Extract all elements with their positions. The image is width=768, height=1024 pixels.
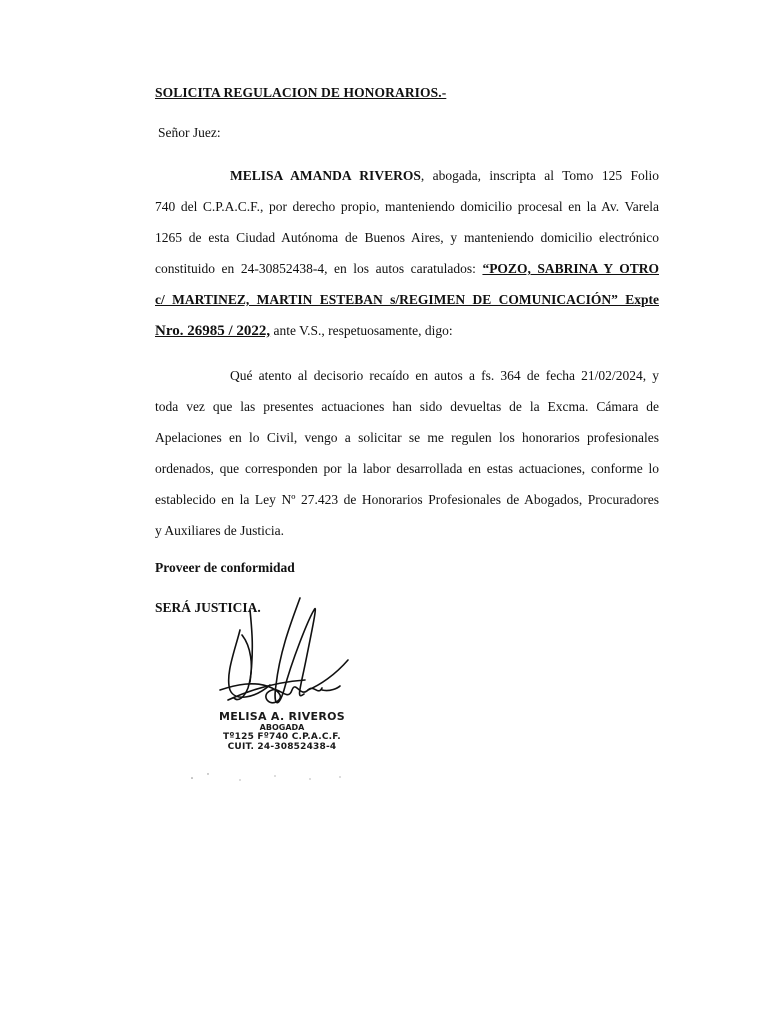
stamp-cuit: CUIT. 24-30852438-4: [227, 742, 337, 752]
paragraph-line: establecido en la Ley Nº 27.423 de Honorarios Profesionales de Abogados, Procuradores: [155, 492, 659, 507]
salutation: Señor Juez:: [158, 125, 221, 140]
lawyer-stamp: [212, 711, 352, 752]
paragraph-line: 1265 de esta Ciudad Autónoma de Buenos Aires, y manteniendo domicilio electrónico: [155, 230, 659, 245]
stamp-registration: Tº125 Fº740 C.P.A.C.F.: [223, 732, 341, 742]
lawyer-name: MELISA AMANDA RIVEROS: [230, 168, 421, 183]
closing-justice: SERÁ JUSTICIA.: [155, 600, 261, 615]
paragraph-request: [155, 360, 659, 546]
case-number: Nro. 26985 / 2022,: [155, 323, 271, 339]
stamp-name: MELISA A. RIVEROS: [219, 710, 345, 723]
document-title: SOLICITA REGULACION DE HONORARIOS.-: [155, 85, 447, 100]
paragraph-line: ordenados, que corresponden por la labor desarrollada en estas actuaciones, conforme lo: [155, 461, 659, 476]
handwritten-signature: [180, 590, 370, 790]
paragraph-line: constituido en 24-30852438-4, en los autos caratulados: “POZO, SABRINA Y OTRO: [155, 261, 659, 276]
paragraph-line: Qué atento al decisorio recaído en autos a fs. 364 de fecha 21/02/2024, y: [230, 368, 659, 383]
paragraph-line: Apelaciones en lo Civil, vengo a solicitar se me regulen los honorarios profesionales: [155, 430, 659, 445]
closing-request: Proveer de conformidad: [155, 560, 295, 575]
paragraph-presentation: [155, 160, 659, 346]
stamp-role: ABOGADA: [259, 723, 305, 732]
case-caption: “POZO, SABRINA Y OTRO: [482, 261, 659, 276]
case-caption-cont: c/ MARTINEZ, MARTIN ESTEBAN s/REGIMEN DE COMUNICACIÓN” Expte: [155, 292, 659, 307]
paragraph-line: Nro. 26985 / 2022, ante V.S., respetuosamente, digo:: [155, 323, 453, 339]
paragraph-line: y Auxiliares de Justicia.: [155, 523, 284, 538]
paragraph-line: 740 del C.P.A.C.F., por derecho propio, manteniendo domicilio procesal en la Av. Varela: [155, 199, 659, 214]
paragraph-line: MELISA AMANDA RIVEROS, abogada, inscripta al Tomo 125 Folio: [230, 168, 659, 183]
paragraph-line: [155, 284, 659, 315]
paragraph-line: toda vez que las presentes actuaciones han sido devueltas de la Excma. Cámara de: [155, 399, 659, 414]
